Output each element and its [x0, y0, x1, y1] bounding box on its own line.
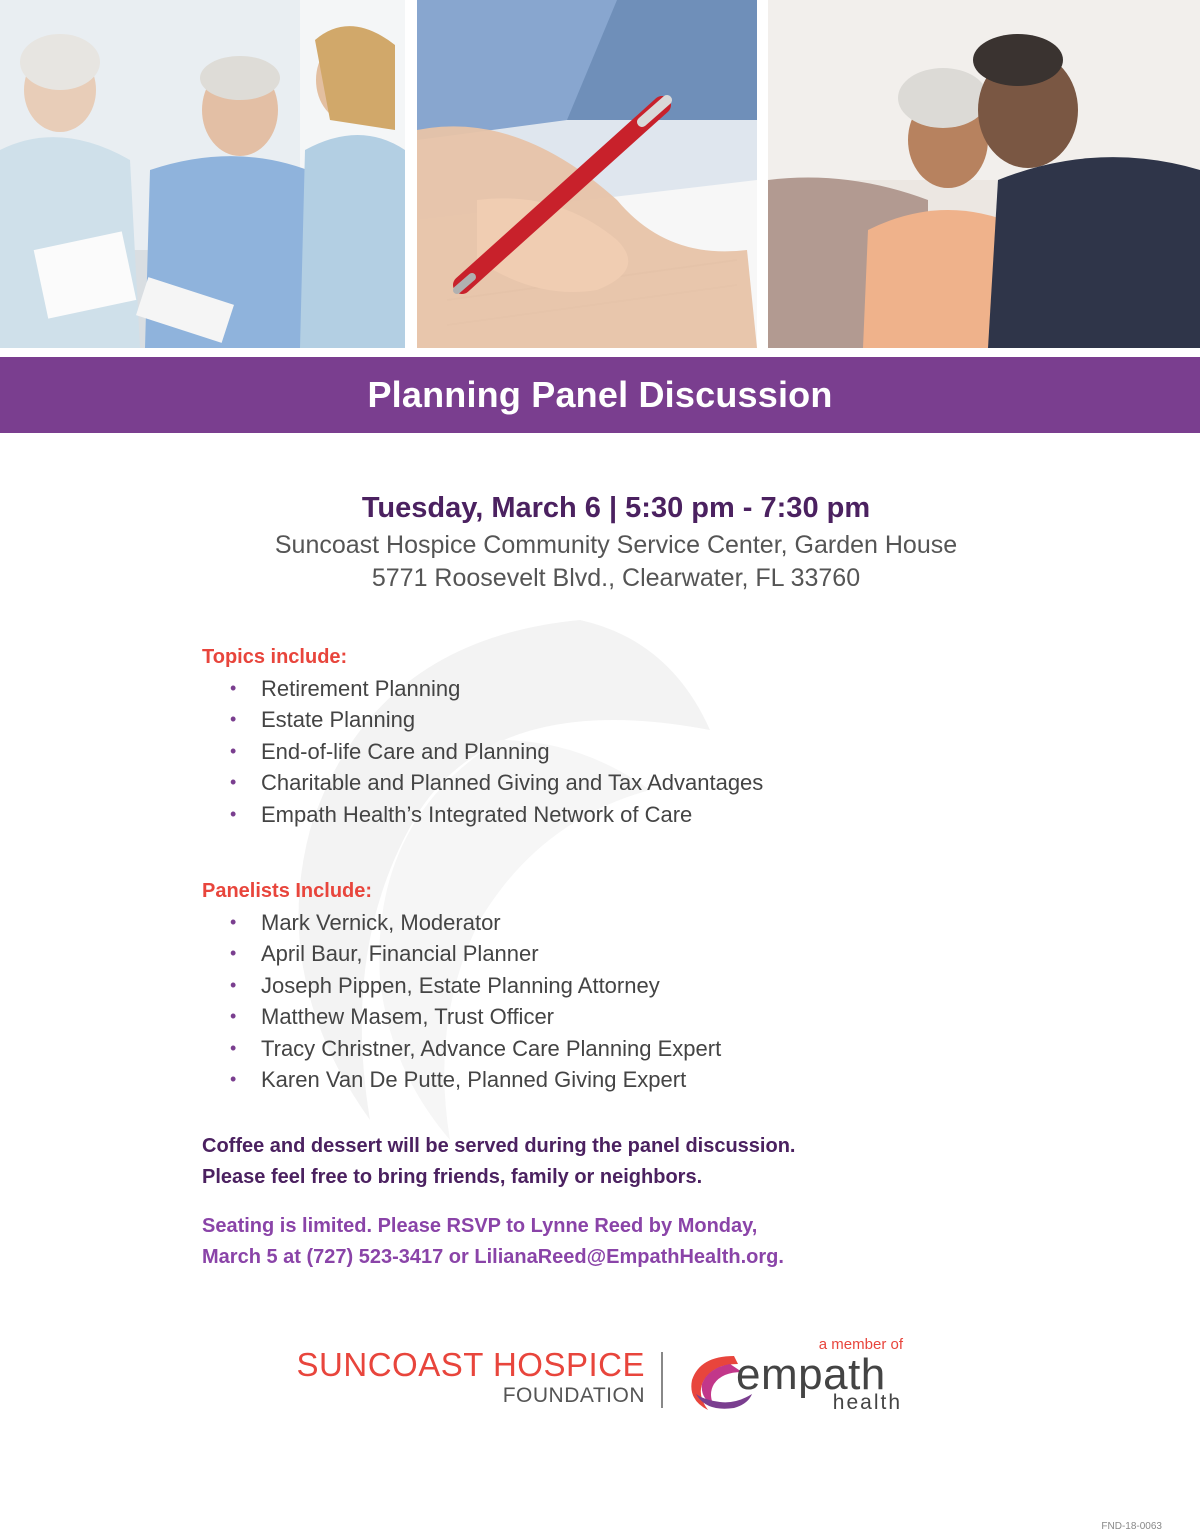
- photo-senior-couple: [768, 0, 1200, 348]
- list-item: • Estate Planning: [202, 704, 1022, 735]
- topics-list: [202, 673, 1022, 830]
- bullet-icon: •: [230, 1037, 237, 1058]
- title-banner: [0, 357, 1200, 433]
- bullet-icon: •: [230, 974, 237, 995]
- bullet-icon: •: [230, 740, 237, 761]
- page-title: Planning Panel Discussion: [367, 374, 833, 415]
- list-item: • Matthew Masem, Trust Officer: [202, 1001, 1022, 1032]
- list-item: • Joseph Pippen, Estate Planning Attorney: [202, 970, 1022, 1001]
- bullet-icon: •: [230, 1069, 237, 1090]
- list-item: • Mark Vernick, Moderator: [202, 907, 1022, 938]
- bullet-icon: •: [230, 678, 237, 698]
- member-of-label: a member of: [818, 1336, 903, 1353]
- list-item: • Retirement Planning: [202, 673, 1022, 704]
- suncoast-hospice-logo: SUNCOAST HOSPICE FOUNDATION: [296, 1346, 645, 1407]
- list-item: • Charitable and Planned Giving and Tax Advantages: [202, 767, 1022, 798]
- bullet-icon: •: [230, 912, 237, 932]
- logo-divider: [661, 1352, 663, 1408]
- event-address: 5771 Roosevelt Blvd., Clearwater, FL 33760: [371, 564, 861, 592]
- photo-hand-signing-document: [417, 0, 757, 348]
- bullet-icon: •: [230, 772, 237, 793]
- bullet-icon: •: [230, 709, 237, 730]
- list-item: • Karen Van De Putte, Planned Giving Expert: [202, 1064, 1022, 1095]
- list-item: • Empath Health’s Integrated Network of Care: [202, 799, 1022, 830]
- panelists-list: [202, 907, 1022, 1095]
- empath-health-logo: [686, 1336, 906, 1420]
- refreshments-note: Coffee and dessert will be served during the panel discussion. Please feel free to bring friends, family or neighbors.: [202, 1135, 796, 1188]
- event-datetime: Tuesday, March 6 | 5:30 pm - 7:30 pm: [361, 492, 871, 524]
- empath-wordmark: empath: [736, 1350, 886, 1399]
- bullet-icon: •: [230, 803, 237, 824]
- list-item: • Tracy Christner, Advance Care Planning Expert: [202, 1033, 1022, 1064]
- topics-section: [202, 646, 1022, 830]
- list-item: • April Baur, Financial Planner: [202, 938, 1022, 969]
- photo-couple-with-advisor: [0, 0, 405, 348]
- event-info: [0, 492, 1200, 597]
- event-venue: Suncoast Hospice Community Service Center, Garden House: [274, 531, 958, 559]
- topics-heading: Topics include:: [202, 646, 348, 668]
- document-number: FND-18-0063: [1101, 1521, 1162, 1532]
- bullet-icon: •: [230, 943, 237, 964]
- rsvp-note: Seating is limited. Please RSVP to Lynne Reed by Monday, March 5 at (727) 523-3417 or LilianaReed@EmpathHealth.org.: [202, 1215, 784, 1268]
- bullet-icon: •: [230, 1006, 237, 1027]
- list-item: • End-of-life Care and Planning: [202, 736, 1022, 767]
- panelists-section: [202, 880, 1022, 1095]
- health-wordmark: health: [832, 1391, 902, 1414]
- panelists-heading: Panelists Include:: [202, 880, 373, 902]
